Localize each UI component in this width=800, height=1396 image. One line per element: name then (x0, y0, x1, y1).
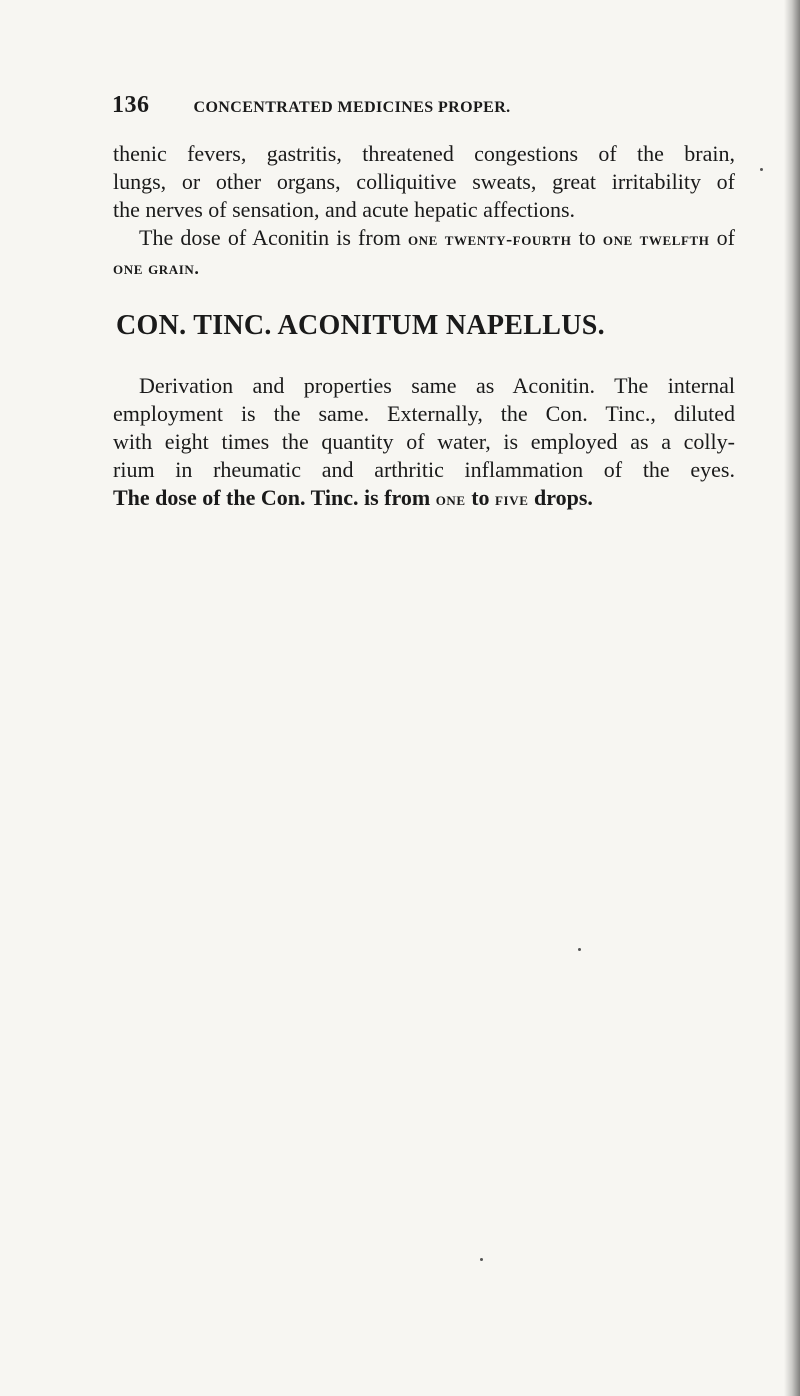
paragraph-aconitin-indications (113, 140, 735, 282)
text-line: employment is the same. Externally, the Con. Tinc., diluted (113, 401, 735, 426)
text-line: thenic fevers, gastritis, threatened congestions of the brain, (113, 141, 735, 166)
dose-text: The dose of Aconitin is from (139, 225, 408, 250)
dose-text: to (571, 225, 603, 250)
paper-speck (480, 1258, 483, 1261)
dose-text: drops. (528, 485, 593, 510)
running-head: CONCENTRATED MEDICINES PROPER. (193, 99, 511, 116)
text-line: with eight times the quantity of water, is employed as a colly- (113, 429, 735, 454)
dose-min-value: one (435, 489, 466, 509)
dose-unit: one grain. (113, 258, 200, 278)
paper-speck (760, 168, 763, 171)
dose-text: of (709, 225, 736, 250)
page-header (112, 92, 712, 119)
text-line: lungs, or other organs, colliquitive sweats, great irritability of (113, 169, 735, 194)
paragraph-tincture (113, 372, 735, 513)
section-heading: CON. TINC. ACONITUM NAPELLUS. (116, 310, 605, 341)
dose-text: to (465, 485, 496, 510)
page-edge-shadow (784, 0, 800, 1396)
page-number: 136 (112, 92, 150, 118)
text-line: rium in rheumatic and arthritic inflammation of the eyes. (113, 457, 735, 482)
tincture-dose-line (113, 484, 735, 513)
text-line: Derivation and properties same as Aconitin. The internal (139, 373, 735, 398)
dose-min-value: one twenty-fourth (407, 229, 572, 249)
dose-max-value: one twelfth (602, 229, 710, 249)
dose-text: The dose of the Con. Tinc. is from (113, 485, 436, 510)
paragraph-aconitin-dose (113, 224, 735, 282)
text-line: the nerves of sensation, and acute hepatic affections. (113, 197, 576, 222)
paper-speck (578, 948, 581, 951)
dose-max-value: five (495, 489, 529, 509)
